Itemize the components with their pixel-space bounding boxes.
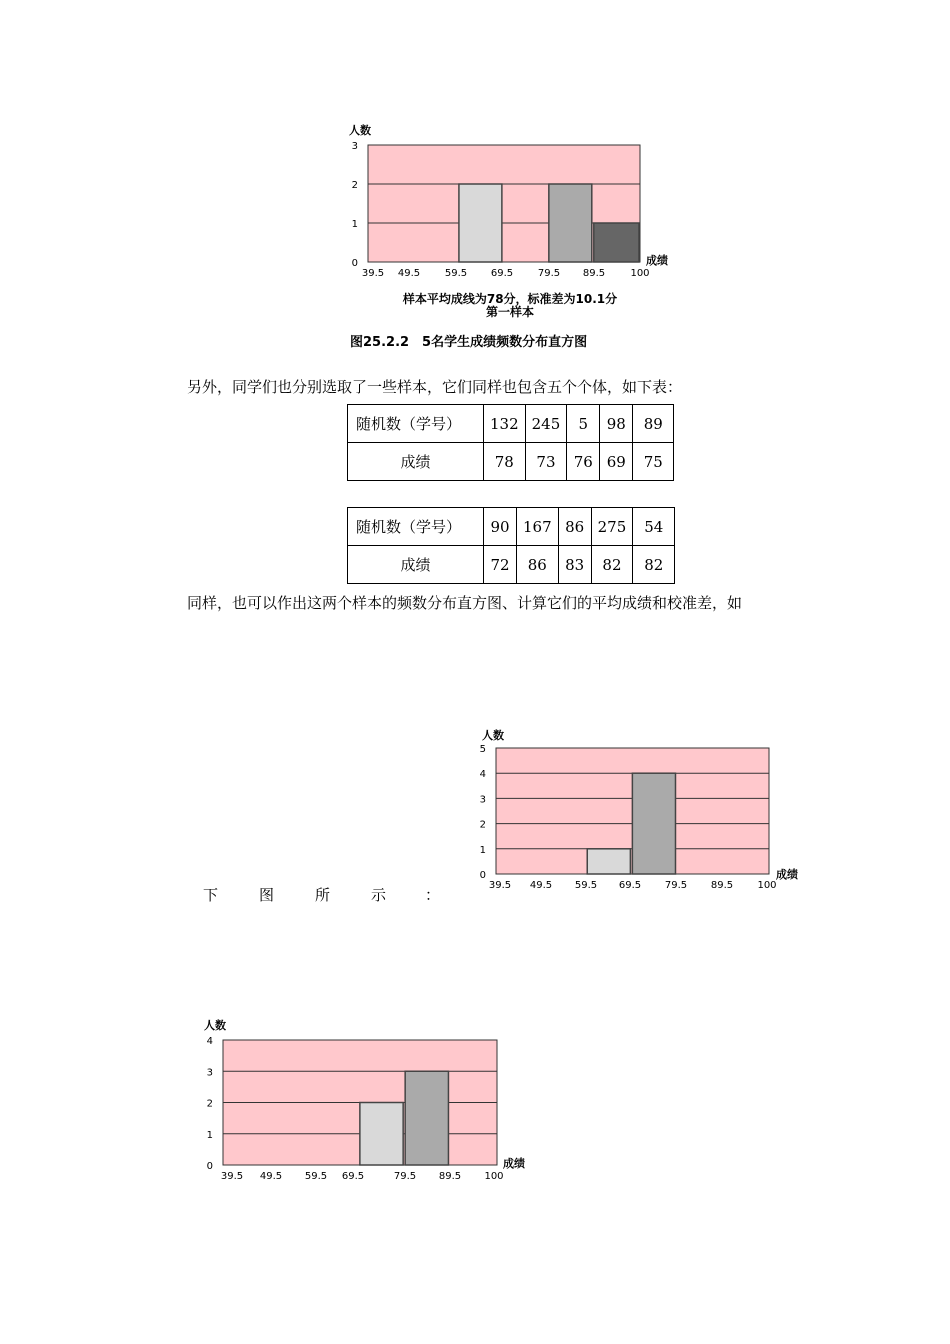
x-tick-label: 49.5: [259, 1171, 283, 1182]
chart1-caption-line-1: 样本平均成线为78分，标准差为10.1分: [402, 292, 618, 306]
table-cell: 75: [633, 443, 674, 481]
table-sample-2: [347, 507, 675, 584]
table-cell: 随机数（学号）: [348, 508, 484, 546]
histogram-bar: [405, 1071, 448, 1165]
table-cell: 90: [484, 508, 517, 546]
table-cell: 245: [525, 405, 567, 443]
x-tick-label: 59.5: [574, 880, 598, 891]
y-tick-label: 4: [479, 769, 486, 781]
x-tick-label: 89.5: [710, 880, 734, 891]
chart1-xlabel: 成绩: [646, 254, 668, 267]
chart1-ylabel: 人数: [349, 124, 371, 137]
table-cell: 成绩: [348, 546, 484, 584]
y-tick-label: 3: [206, 1067, 213, 1079]
table-row: [348, 508, 675, 546]
y-tick-label: 2: [351, 180, 358, 191]
table-cell: 54: [633, 508, 675, 546]
x-tick-label: 49.5: [397, 268, 421, 279]
x-tick-label: 49.5: [529, 880, 553, 891]
paragraph-3-char: 下: [203, 886, 219, 904]
x-tick-label: 39.5: [220, 1171, 244, 1182]
x-tick-label: 89.5: [582, 268, 606, 279]
table-cell: 98: [600, 405, 633, 443]
table-sample-1: [347, 404, 674, 481]
histogram-bar: [587, 849, 630, 874]
x-tick-label: 39.5: [361, 268, 385, 279]
histogram-sample-1: [340, 118, 680, 308]
table-cell: 73: [525, 443, 567, 481]
y-tick-label: 4: [206, 1036, 213, 1047]
y-tick-label: 5: [479, 744, 486, 755]
histogram-bar: [632, 773, 675, 874]
table-cell: 成绩: [348, 443, 484, 481]
y-tick-label: 2: [206, 1098, 213, 1110]
table-cell: 5: [567, 405, 600, 443]
table-row: [348, 405, 674, 443]
histogram-sample-3: [195, 1015, 535, 1195]
figure-caption: 图25.2.2 5名学生成绩频数分布直方图: [350, 335, 588, 350]
y-tick-label: 0: [206, 1161, 213, 1172]
x-tick-label: 69.5: [618, 880, 642, 891]
paragraph-3: [203, 884, 443, 904]
x-tick-label: 89.5: [438, 1171, 462, 1182]
table-cell: 78: [484, 443, 526, 481]
chart2-xlabel: 成绩: [776, 868, 798, 881]
y-tick-label: 1: [479, 844, 486, 856]
table-cell: 275: [591, 508, 633, 546]
table-cell: 82: [591, 546, 633, 584]
x-tick-label: 100: [484, 1171, 504, 1182]
table-cell: 167: [517, 508, 559, 546]
paragraph-3-char: 图: [259, 886, 275, 904]
table-cell: 69: [600, 443, 633, 481]
histogram-sample-2: [473, 724, 813, 904]
histogram-bar: [360, 1103, 403, 1166]
table-cell: 89: [633, 405, 674, 443]
table-cell: 82: [633, 546, 675, 584]
chart3-xlabel: 成绩: [503, 1157, 525, 1170]
table-cell: 72: [484, 546, 517, 584]
table-row: [348, 546, 675, 584]
histogram-bar: [594, 223, 639, 262]
x-tick-label: 39.5: [488, 880, 512, 891]
paragraph-3-char: ：: [425, 886, 441, 904]
x-tick-label: 59.5: [444, 268, 468, 279]
y-tick-label: 3: [479, 794, 486, 806]
x-tick-label: 79.5: [664, 880, 688, 891]
y-tick-label: 1: [351, 219, 358, 230]
x-tick-label: 69.5: [341, 1171, 365, 1182]
y-tick-label: 1: [206, 1129, 213, 1141]
paragraph-2: 同样，也可以作出这两个样本的频数分布直方图、计算它们的平均成绩和校准差，如: [187, 594, 743, 612]
y-tick-label: 2: [479, 819, 486, 831]
table-cell: 86: [517, 546, 559, 584]
paragraph-3-char: 所: [315, 886, 331, 904]
y-tick-label: 3: [351, 141, 358, 152]
histogram-bar: [459, 184, 502, 262]
table-cell: 76: [567, 443, 600, 481]
chart3-ylabel: 人数: [204, 1019, 226, 1032]
x-tick-label: 69.5: [490, 268, 514, 279]
x-tick-label: 100: [630, 268, 650, 279]
chart2-ylabel: 人数: [482, 729, 504, 742]
x-tick-label: 100: [757, 880, 777, 891]
chart1-caption-line-2: 第一样本: [485, 305, 534, 319]
x-tick-label: 79.5: [393, 1171, 417, 1182]
table-row: [348, 443, 674, 481]
histogram-bar: [549, 184, 592, 262]
x-tick-label: 79.5: [537, 268, 561, 279]
paragraph-3-char: 示: [371, 886, 387, 904]
table-cell: 随机数（学号）: [348, 405, 484, 443]
table-cell: 83: [558, 546, 591, 584]
table-cell: 132: [484, 405, 526, 443]
x-tick-label: 59.5: [304, 1171, 328, 1182]
y-tick-label: 0: [479, 870, 486, 881]
y-tick-label: 0: [351, 258, 358, 269]
paragraph-1: 另外，同学们也分别选取了一些样本，它们同样也包含五个个体，如下表：: [187, 378, 683, 396]
table-cell: 86: [558, 508, 591, 546]
